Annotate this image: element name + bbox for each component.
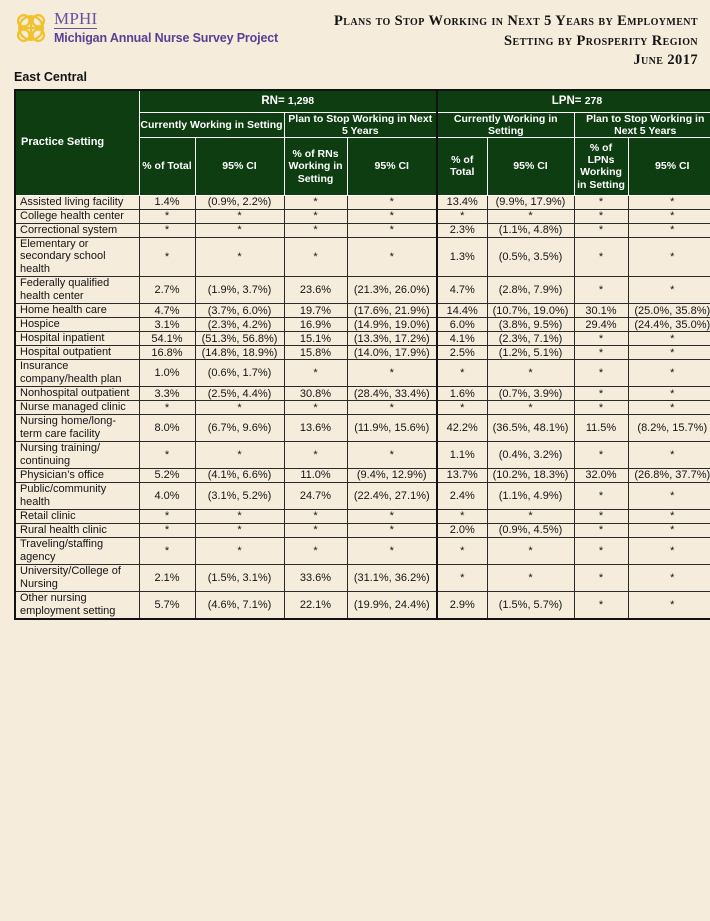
cell-lpn-pct-working: * bbox=[574, 237, 628, 277]
cell-rn-pct-working: 16.9% bbox=[284, 318, 347, 332]
cell-rn-ci-2: (21.3%, 26.0%) bbox=[347, 277, 437, 304]
cell-lpn-pct-of-total: 2.0% bbox=[437, 523, 487, 537]
cell-lpn-ci-2: * bbox=[628, 482, 710, 509]
cell-lpn-ci-1: (1.1%, 4.9%) bbox=[487, 482, 574, 509]
cell-lpn-ci-2: (8.2%, 15.7%) bbox=[628, 415, 710, 442]
cell-lpn-ci-1: * bbox=[487, 564, 574, 591]
cell-rn-pct-of-total: 3.3% bbox=[139, 387, 195, 401]
row-label-practice-setting: Hospital outpatient bbox=[15, 346, 139, 360]
table-row bbox=[15, 237, 710, 277]
cell-lpn-pct-of-total: 4.7% bbox=[437, 277, 487, 304]
table-row bbox=[15, 277, 710, 304]
row-label-practice-setting: Correctional system bbox=[15, 223, 139, 237]
cell-lpn-pct-working: * bbox=[574, 523, 628, 537]
page-title-line-2: Setting by Prosperity Region bbox=[504, 32, 698, 49]
cell-lpn-pct-of-total: * bbox=[437, 537, 487, 564]
cell-rn-pct-working: * bbox=[284, 195, 347, 209]
cell-rn-pct-working: 13.6% bbox=[284, 415, 347, 442]
cell-lpn-ci-2: * bbox=[628, 332, 710, 346]
cell-rn-pct-of-total: * bbox=[139, 401, 195, 415]
row-label-practice-setting: Nursing home/long-term care facility bbox=[15, 415, 139, 442]
column-header-practice-setting: Practice Setting bbox=[15, 90, 139, 195]
table-row bbox=[15, 332, 710, 346]
row-label-practice-setting: Nursing training/ continuing bbox=[15, 442, 139, 469]
table-row bbox=[15, 415, 710, 442]
cell-lpn-ci-1: (0.9%, 4.5%) bbox=[487, 523, 574, 537]
table-row bbox=[15, 482, 710, 509]
cell-lpn-ci-1: (1.2%, 5.1%) bbox=[487, 346, 574, 360]
cell-lpn-ci-1: (1.1%, 4.8%) bbox=[487, 223, 574, 237]
cell-lpn-ci-1: * bbox=[487, 360, 574, 387]
group-header-lpn bbox=[437, 90, 710, 113]
cell-lpn-ci-2: * bbox=[628, 360, 710, 387]
cell-rn-pct-working: 11.0% bbox=[284, 468, 347, 482]
cell-lpn-pct-working: * bbox=[574, 387, 628, 401]
cell-lpn-ci-2: * bbox=[628, 223, 710, 237]
cell-rn-ci-1: (0.6%, 1.7%) bbox=[195, 360, 284, 387]
cell-rn-ci-1: * bbox=[195, 237, 284, 277]
column-header-lpn-ci-2: 95% CI bbox=[628, 138, 710, 195]
table-row bbox=[15, 509, 710, 523]
cell-rn-ci-1: * bbox=[195, 523, 284, 537]
column-header-lpn-pct-working: % of LPNs Working in Setting bbox=[574, 138, 628, 195]
table-row bbox=[15, 537, 710, 564]
cell-lpn-ci-1: * bbox=[487, 209, 574, 223]
cell-rn-pct-working: * bbox=[284, 442, 347, 469]
table-row bbox=[15, 209, 710, 223]
cell-rn-ci-1: (3.1%, 5.2%) bbox=[195, 482, 284, 509]
cell-rn-pct-working: * bbox=[284, 509, 347, 523]
cell-rn-ci-2: * bbox=[347, 537, 437, 564]
cell-rn-ci-2: (9.4%, 12.9%) bbox=[347, 468, 437, 482]
table-head bbox=[15, 90, 710, 195]
cell-lpn-pct-of-total: 1.1% bbox=[437, 442, 487, 469]
cell-rn-ci-2: * bbox=[347, 401, 437, 415]
table-row bbox=[15, 387, 710, 401]
cell-rn-pct-of-total: 1.4% bbox=[139, 195, 195, 209]
cell-lpn-ci-2: * bbox=[628, 237, 710, 277]
cell-rn-ci-1: * bbox=[195, 401, 284, 415]
cell-lpn-ci-1: (2.8%, 7.9%) bbox=[487, 277, 574, 304]
brand-acronym: MPHI bbox=[54, 9, 98, 28]
cell-lpn-ci-1: * bbox=[487, 537, 574, 564]
cell-lpn-pct-working: * bbox=[574, 346, 628, 360]
cell-lpn-pct-working: * bbox=[574, 277, 628, 304]
cell-lpn-pct-working: 32.0% bbox=[574, 468, 628, 482]
group-header-rn-label: RN= bbox=[261, 95, 285, 107]
cell-lpn-pct-of-total: 2.4% bbox=[437, 482, 487, 509]
page-header bbox=[0, 0, 710, 69]
cell-lpn-pct-of-total: 13.4% bbox=[437, 195, 487, 209]
row-label-practice-setting: Federally qualified health center bbox=[15, 277, 139, 304]
cell-lpn-ci-1: * bbox=[487, 401, 574, 415]
cell-rn-pct-working: * bbox=[284, 360, 347, 387]
cell-lpn-ci-2: * bbox=[628, 442, 710, 469]
cell-rn-ci-1: (4.1%, 6.6%) bbox=[195, 468, 284, 482]
table-row bbox=[15, 523, 710, 537]
cell-lpn-ci-1: (1.5%, 5.7%) bbox=[487, 591, 574, 618]
cell-lpn-pct-of-total: * bbox=[437, 360, 487, 387]
cell-lpn-ci-1: (36.5%, 48.1%) bbox=[487, 415, 574, 442]
table-row bbox=[15, 564, 710, 591]
brand-text bbox=[54, 8, 278, 45]
subgroup-header-rn-currently-working: Currently Working in Setting bbox=[139, 113, 284, 138]
row-label-practice-setting: Retail clinic bbox=[15, 509, 139, 523]
cell-rn-pct-of-total: * bbox=[139, 442, 195, 469]
cell-rn-pct-of-total: 54.1% bbox=[139, 332, 195, 346]
cell-rn-pct-working: 33.6% bbox=[284, 564, 347, 591]
cell-rn-ci-1: (2.3%, 4.2%) bbox=[195, 318, 284, 332]
column-header-lpn-ci-1: 95% CI bbox=[487, 138, 574, 195]
cell-rn-ci-2: (17.6%, 21.9%) bbox=[347, 304, 437, 318]
table-row bbox=[15, 468, 710, 482]
cell-rn-ci-2: (14.9%, 19.0%) bbox=[347, 318, 437, 332]
cell-rn-ci-2: (11.9%, 15.6%) bbox=[347, 415, 437, 442]
row-label-practice-setting: University/College of Nursing bbox=[15, 564, 139, 591]
cell-rn-pct-of-total: 5.2% bbox=[139, 468, 195, 482]
cell-lpn-pct-working: * bbox=[574, 195, 628, 209]
cell-lpn-pct-of-total: 4.1% bbox=[437, 332, 487, 346]
cell-lpn-ci-1: (2.3%, 7.1%) bbox=[487, 332, 574, 346]
cell-lpn-ci-1: (10.2%, 18.3%) bbox=[487, 468, 574, 482]
cell-lpn-ci-2: * bbox=[628, 564, 710, 591]
page-title-date: June 2017 bbox=[633, 52, 698, 69]
row-label-practice-setting: Hospice bbox=[15, 318, 139, 332]
row-label-practice-setting: Physician’s office bbox=[15, 468, 139, 482]
region-label: East Central bbox=[14, 70, 87, 84]
cell-rn-pct-working: 19.7% bbox=[284, 304, 347, 318]
cell-rn-pct-of-total: 1.0% bbox=[139, 360, 195, 387]
cell-lpn-pct-working: * bbox=[574, 509, 628, 523]
cell-rn-ci-2: * bbox=[347, 223, 437, 237]
cell-rn-pct-of-total: * bbox=[139, 537, 195, 564]
cell-lpn-ci-2: * bbox=[628, 209, 710, 223]
table-row bbox=[15, 223, 710, 237]
cell-rn-ci-1: * bbox=[195, 209, 284, 223]
column-header-rn-pct-of-total: % of Total bbox=[139, 138, 195, 195]
subgroup-header-lpn-currently-working: Currently Working in Setting bbox=[437, 113, 574, 138]
row-label-practice-setting: Nurse managed clinic bbox=[15, 401, 139, 415]
cell-lpn-pct-working: 11.5% bbox=[574, 415, 628, 442]
cell-rn-ci-2: (13.3%, 17.2%) bbox=[347, 332, 437, 346]
cell-rn-ci-1: (6.7%, 9.6%) bbox=[195, 415, 284, 442]
cell-lpn-pct-of-total: 2.5% bbox=[437, 346, 487, 360]
cell-rn-pct-of-total: 4.7% bbox=[139, 304, 195, 318]
cell-lpn-ci-2: (25.0%, 35.8%) bbox=[628, 304, 710, 318]
row-label-practice-setting: Assisted living facility bbox=[15, 195, 139, 209]
cell-rn-pct-working: * bbox=[284, 523, 347, 537]
row-label-practice-setting: Hospital inpatient bbox=[15, 332, 139, 346]
group-header-lpn-count: 278 bbox=[584, 95, 603, 107]
column-header-rn-pct-working: % of RNs Working in Setting bbox=[284, 138, 347, 195]
cell-rn-ci-1: (1.5%, 3.1%) bbox=[195, 564, 284, 591]
cell-lpn-pct-working: 30.1% bbox=[574, 304, 628, 318]
cell-lpn-ci-2: (26.8%, 37.7%) bbox=[628, 468, 710, 482]
cell-rn-pct-working: 23.6% bbox=[284, 277, 347, 304]
cell-rn-ci-2: * bbox=[347, 509, 437, 523]
page-title bbox=[334, 8, 700, 71]
cell-lpn-pct-working: * bbox=[574, 482, 628, 509]
subgroup-header-lpn-plan-to-stop: Plan to Stop Working in Next 5 Years bbox=[574, 113, 710, 138]
cell-lpn-pct-of-total: 13.7% bbox=[437, 468, 487, 482]
cell-rn-pct-of-total: * bbox=[139, 237, 195, 277]
table-row bbox=[15, 195, 710, 209]
cell-rn-pct-of-total: 2.7% bbox=[139, 277, 195, 304]
cell-rn-pct-working: * bbox=[284, 223, 347, 237]
cell-rn-ci-2: * bbox=[347, 195, 437, 209]
cell-rn-pct-of-total: * bbox=[139, 523, 195, 537]
row-label-practice-setting: Public/community health bbox=[15, 482, 139, 509]
row-label-practice-setting: Home health care bbox=[15, 304, 139, 318]
cell-rn-ci-1: * bbox=[195, 223, 284, 237]
cell-lpn-pct-working: * bbox=[574, 591, 628, 618]
cell-rn-ci-1: (4.6%, 7.1%) bbox=[195, 591, 284, 618]
cell-rn-ci-1: * bbox=[195, 442, 284, 469]
cell-lpn-pct-of-total: * bbox=[437, 209, 487, 223]
cell-rn-pct-working: 30.8% bbox=[284, 387, 347, 401]
cell-lpn-pct-of-total: 6.0% bbox=[437, 318, 487, 332]
header-row-groups bbox=[15, 90, 710, 113]
cell-lpn-pct-of-total: 2.3% bbox=[437, 223, 487, 237]
table-row bbox=[15, 591, 710, 618]
cell-rn-pct-of-total: * bbox=[139, 209, 195, 223]
cell-lpn-ci-1: (9.9%, 17.9%) bbox=[487, 195, 574, 209]
row-label-practice-setting: Rural health clinic bbox=[15, 523, 139, 537]
cell-lpn-pct-of-total: 2.9% bbox=[437, 591, 487, 618]
row-label-practice-setting: College health center bbox=[15, 209, 139, 223]
subgroup-header-rn-plan-to-stop: Plan to Stop Working in Next 5 Years bbox=[284, 113, 437, 138]
cell-rn-ci-1: (14.8%, 18.9%) bbox=[195, 346, 284, 360]
cell-lpn-ci-1: (0.5%, 3.5%) bbox=[487, 237, 574, 277]
page-title-line-1: Plans to Stop Working in Next 5 Years by Employment bbox=[334, 13, 698, 29]
cell-lpn-pct-working: 29.4% bbox=[574, 318, 628, 332]
cell-lpn-ci-1: * bbox=[487, 509, 574, 523]
cell-rn-ci-1: * bbox=[195, 509, 284, 523]
table-row bbox=[15, 360, 710, 387]
survey-table bbox=[14, 89, 710, 620]
table-row bbox=[15, 318, 710, 332]
cell-rn-ci-2: * bbox=[347, 523, 437, 537]
cell-lpn-pct-of-total: * bbox=[437, 401, 487, 415]
cell-lpn-pct-working: * bbox=[574, 209, 628, 223]
cell-rn-pct-working: * bbox=[284, 537, 347, 564]
row-label-practice-setting: Other nursing employment setting bbox=[15, 591, 139, 618]
table-row bbox=[15, 346, 710, 360]
cell-lpn-ci-2: * bbox=[628, 537, 710, 564]
cell-lpn-pct-working: * bbox=[574, 442, 628, 469]
group-header-rn bbox=[139, 90, 437, 113]
cell-lpn-pct-of-total: 1.3% bbox=[437, 237, 487, 277]
cell-rn-pct-of-total: 2.1% bbox=[139, 564, 195, 591]
row-label-practice-setting: Nonhospital outpatient bbox=[15, 387, 139, 401]
cell-lpn-pct-working: * bbox=[574, 332, 628, 346]
cell-lpn-ci-2: (24.4%, 35.0%) bbox=[628, 318, 710, 332]
cell-rn-ci-1: * bbox=[195, 537, 284, 564]
cell-rn-ci-2: (22.4%, 27.1%) bbox=[347, 482, 437, 509]
cell-rn-pct-working: 15.8% bbox=[284, 346, 347, 360]
mphi-celtic-knot-logo-icon bbox=[12, 9, 50, 47]
cell-rn-pct-of-total: 16.8% bbox=[139, 346, 195, 360]
cell-lpn-pct-of-total: 14.4% bbox=[437, 304, 487, 318]
group-header-rn-count: 1,298 bbox=[287, 95, 315, 107]
cell-rn-ci-1: (51.3%, 56.8%) bbox=[195, 332, 284, 346]
cell-lpn-pct-working: * bbox=[574, 223, 628, 237]
cell-lpn-pct-of-total: * bbox=[437, 509, 487, 523]
cell-rn-pct-of-total: 4.0% bbox=[139, 482, 195, 509]
cell-rn-ci-2: (19.9%, 24.4%) bbox=[347, 591, 437, 618]
cell-rn-ci-1: (3.7%, 6.0%) bbox=[195, 304, 284, 318]
cell-rn-pct-of-total: 8.0% bbox=[139, 415, 195, 442]
cell-lpn-ci-2: * bbox=[628, 277, 710, 304]
cell-rn-ci-1: (2.5%, 4.4%) bbox=[195, 387, 284, 401]
cell-rn-ci-2: * bbox=[347, 442, 437, 469]
column-header-rn-ci-1: 95% CI bbox=[195, 138, 284, 195]
cell-rn-ci-2: * bbox=[347, 209, 437, 223]
row-label-practice-setting: Elementary or secondary school health bbox=[15, 237, 139, 277]
table-row bbox=[15, 442, 710, 469]
row-label-practice-setting: Insurance company/health plan bbox=[15, 360, 139, 387]
cell-lpn-pct-of-total: * bbox=[437, 564, 487, 591]
cell-lpn-ci-2: * bbox=[628, 509, 710, 523]
cell-rn-pct-of-total: * bbox=[139, 509, 195, 523]
cell-rn-ci-2: (28.4%, 33.4%) bbox=[347, 387, 437, 401]
cell-lpn-pct-working: * bbox=[574, 537, 628, 564]
cell-rn-ci-2: * bbox=[347, 237, 437, 277]
cell-rn-pct-working: * bbox=[284, 401, 347, 415]
cell-lpn-ci-2: * bbox=[628, 591, 710, 618]
cell-lpn-pct-working: * bbox=[574, 564, 628, 591]
cell-lpn-pct-of-total: 1.6% bbox=[437, 387, 487, 401]
cell-rn-pct-of-total: * bbox=[139, 223, 195, 237]
cell-lpn-pct-of-total: 42.2% bbox=[437, 415, 487, 442]
table-body bbox=[15, 195, 710, 619]
cell-rn-pct-working: 22.1% bbox=[284, 591, 347, 618]
cell-lpn-ci-2: * bbox=[628, 387, 710, 401]
cell-rn-pct-working: * bbox=[284, 209, 347, 223]
cell-lpn-ci-2: * bbox=[628, 401, 710, 415]
cell-lpn-ci-1: (3.8%, 9.5%) bbox=[487, 318, 574, 332]
brand-block bbox=[12, 8, 278, 47]
cell-lpn-ci-1: (0.4%, 3.2%) bbox=[487, 442, 574, 469]
group-header-lpn-label: LPN= bbox=[551, 95, 582, 107]
cell-rn-ci-1: (0.9%, 2.2%) bbox=[195, 195, 284, 209]
cell-lpn-ci-2: * bbox=[628, 195, 710, 209]
column-header-rn-ci-2: 95% CI bbox=[347, 138, 437, 195]
cell-lpn-ci-2: * bbox=[628, 523, 710, 537]
column-header-lpn-pct-of-total: % of Total bbox=[437, 138, 487, 195]
cell-lpn-pct-working: * bbox=[574, 401, 628, 415]
row-label-practice-setting: Traveling/staffing agency bbox=[15, 537, 139, 564]
cell-rn-ci-1: (1.9%, 3.7%) bbox=[195, 277, 284, 304]
table-row bbox=[15, 304, 710, 318]
cell-rn-pct-of-total: 5.7% bbox=[139, 591, 195, 618]
cell-lpn-ci-2: * bbox=[628, 346, 710, 360]
cell-rn-pct-working: * bbox=[284, 237, 347, 277]
cell-rn-ci-2: * bbox=[347, 360, 437, 387]
cell-rn-ci-2: (14.0%, 17.9%) bbox=[347, 346, 437, 360]
table-row bbox=[15, 401, 710, 415]
cell-lpn-pct-working: * bbox=[574, 360, 628, 387]
table-container bbox=[0, 89, 710, 620]
cell-rn-pct-working: 15.1% bbox=[284, 332, 347, 346]
cell-rn-pct-working: 24.7% bbox=[284, 482, 347, 509]
cell-rn-pct-of-total: 3.1% bbox=[139, 318, 195, 332]
cell-lpn-ci-1: (10.7%, 19.0%) bbox=[487, 304, 574, 318]
brand-tagline: Michigan Annual Nurse Survey Project bbox=[54, 31, 279, 45]
cell-lpn-ci-1: (0.7%, 3.9%) bbox=[487, 387, 574, 401]
cell-rn-ci-2: (31.1%, 36.2%) bbox=[347, 564, 437, 591]
